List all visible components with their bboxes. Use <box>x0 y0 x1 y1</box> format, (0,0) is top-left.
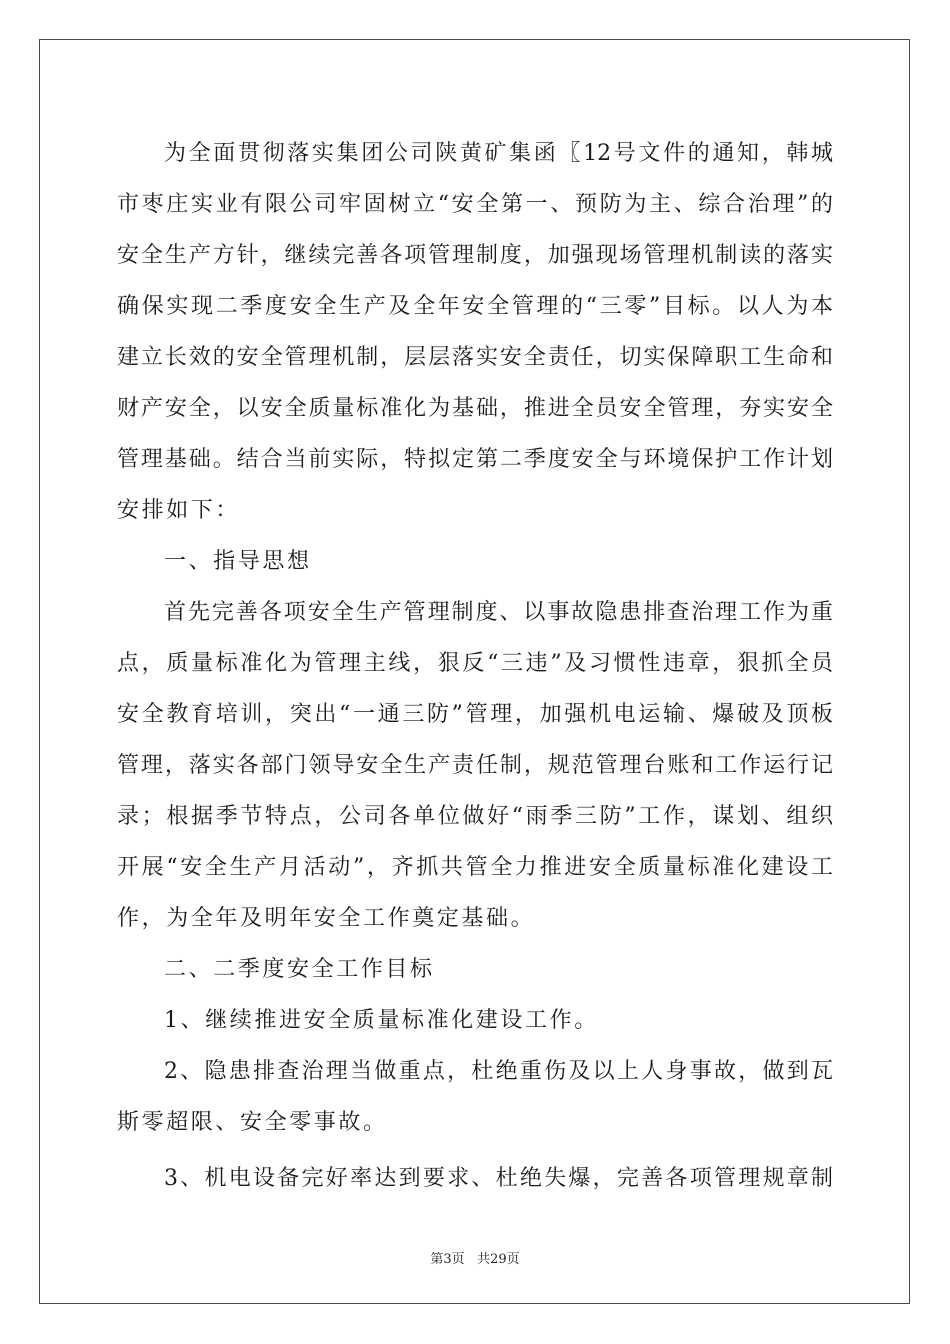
page-label: 第 <box>430 1252 444 1267</box>
paragraph-line: 管理，落实各部门领导安全生产责任制，规范管理台账和工作运行记 <box>117 753 833 778</box>
paragraph-line: 安排如下： <box>117 498 241 523</box>
paragraph-line: 建立长效的安全管理机制，层层落实安全责任，切实保障职工生命和 <box>117 345 833 370</box>
paragraph-line: 财产安全，以安全质量标准化为基础，推进全员安全管理，夯实安全 <box>117 396 833 421</box>
page-unit: 页 <box>451 1252 465 1267</box>
section-heading: 二、二季度安全工作目标 <box>164 957 435 982</box>
list-item: 2、隐患排查治理当做重点，杜绝重伤及以上人身事故，做到瓦 <box>164 1059 833 1084</box>
total-unit: 页 <box>506 1252 520 1267</box>
paragraph-line: 确保实现二季度安全生产及全年安全管理的“三零”目标。以人为本 <box>117 294 833 319</box>
page-footer <box>0 1248 950 1267</box>
paragraph-line: 安全生产方针，继续完善各项管理制度，加强现场管理机制读的落实 <box>117 243 833 268</box>
page-number: 3 <box>443 1252 452 1267</box>
paragraph-line: 为全面贯彻落实集团公司陕黄矿集函〖12号文件的通知，韩城 <box>164 141 833 166</box>
document-body <box>117 128 833 1204</box>
list-item: 3、机电设备完好率达到要求、杜绝失爆，完善各项管理规章制 <box>164 1166 833 1191</box>
list-item-continuation: 斯零超限、安全零事故。 <box>117 1110 388 1135</box>
paragraph-line: 管理基础。结合当前实际，特拟定第二季度安全与环境保护工作计划 <box>117 447 833 472</box>
paragraph-line: 录；根据季节特点，公司各单位做好“雨季三防”工作，谋划、组织 <box>117 804 833 829</box>
paragraph-line: 安全教育培训，突出“一通三防”管理，加强机电运输、爆破及顶板 <box>117 702 833 727</box>
paragraph-line: 开展“安全生产月活动”，齐抓共管全力推进安全质量标准化建设工 <box>117 855 833 880</box>
paragraph-line: 首先完善各项安全生产管理制度、以事故隐患排查治理工作为重 <box>164 600 833 625</box>
paragraph-line: 市枣庄实业有限公司牢固树立“安全第一、预防为主、综合治理”的 <box>117 192 833 217</box>
section-heading: 一、指导思想 <box>164 549 312 574</box>
total-label: 共 <box>477 1252 491 1267</box>
paragraph-line: 点，质量标准化为管理主线，狠反“三违”及习惯性违章，狠抓全员 <box>117 651 833 676</box>
list-item: 1、继续推进安全质量标准化建设工作。 <box>164 1008 599 1033</box>
total-pages: 29 <box>490 1252 507 1267</box>
paragraph-line: 作，为全年及明年安全工作奠定基础。 <box>117 906 536 931</box>
